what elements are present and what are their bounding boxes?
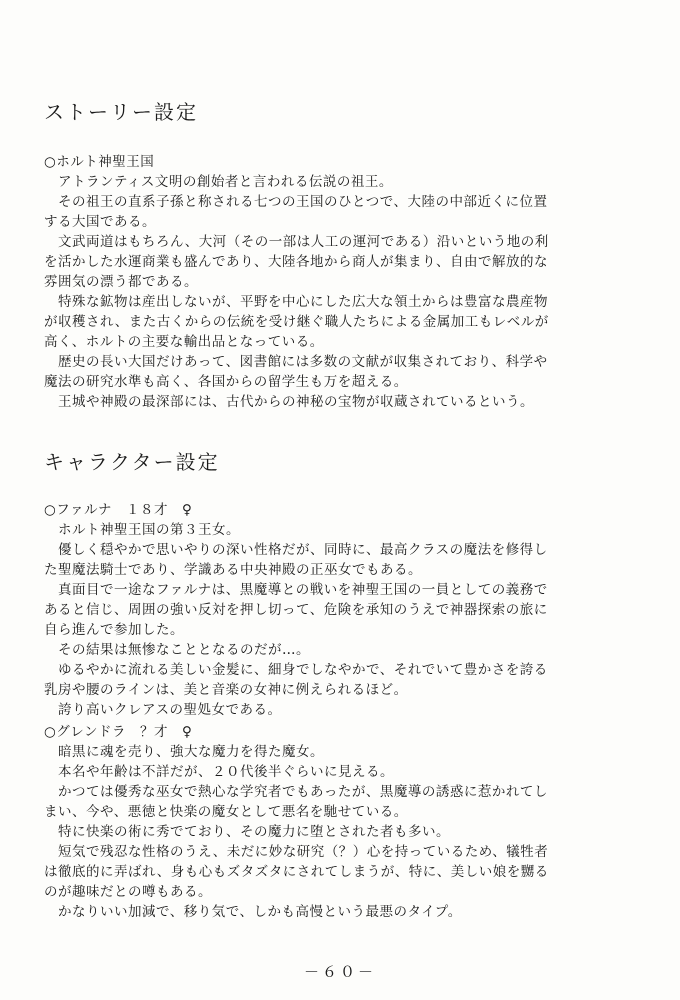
text-line: 高く、ホルトの主要な輸出品となっている。 [44, 334, 324, 350]
text-line: まい、今や、悪徳と快楽の魔女として悪名を馳せている。 [44, 804, 408, 820]
text-line: かなりいい加減で、移り気で、しかも高慢という最悪のタイプ。 [58, 904, 462, 920]
text-line: を活かした水運商業も盛んであり、大陸各地から商人が集まり、自由で解放的な [44, 254, 548, 270]
text-line: する大国である。 [44, 214, 156, 230]
text-line: その祖王の直系子孫と称される七つの王国のひとつで、大陸の中部近くに位置 [58, 194, 548, 210]
text-line: 乳房や腰のラインは、美と音楽の女神に例えられるほど。 [44, 682, 408, 698]
text-line: 雰囲気の漂う都である。 [44, 274, 198, 290]
text-line: 歴史の長い大国だけあって、図書館には多数の文献が収集されており、科学や [58, 354, 548, 370]
text-line: 誇り高いクレアスの聖処女である。 [58, 702, 282, 718]
farna-title: ○ファルナ １８才 ♀ [44, 502, 193, 518]
text-line: その結果は無惨なこととなるのだが…。 [58, 642, 310, 658]
text-line: 文武両道はもちろん、大河（その一部は人工の運河である）沿いという地の利 [58, 234, 549, 250]
text-line: のが趣味だとの噂もある。 [44, 884, 212, 900]
text-line: ホルト神聖王国の第３王女。 [58, 522, 240, 538]
text-line: あると信じ、周囲の強い反対を押し切って、危険を承知のうえで神器探索の旅に [44, 602, 548, 618]
farna-paragraphs [44, 520, 644, 720]
text-line: ゆるやかに流れる美しい金髪に、細身でしなやかで、それでいて豊かさを誇る [58, 662, 548, 678]
text-line: 真面目で一途なファルナは、黒魔導との戦いを神聖王国の一員としての義務で [58, 582, 548, 598]
text-line: アトランティス文明の創始者と言われる伝説の祖王。 [58, 174, 393, 190]
text-line: 暗黒に魂を売り、強大な魔力を得た魔女。 [58, 744, 324, 760]
text-line: 特殊な鉱物は産出しないが、平野を中心にした広大な領土からは豊富な農産物 [58, 294, 548, 310]
story-paragraphs [44, 172, 644, 412]
story-heading: ストーリー設定 [44, 100, 198, 124]
text-line: かつては優秀な巫女で熱心な学究者でもあったが、黒魔導の誘惑に惹かれてし [58, 784, 548, 800]
text-line: 本名や年齢は不詳だが、２０代後半ぐらいに見える。 [58, 764, 394, 780]
character-farna [44, 500, 644, 720]
character-glendra [44, 722, 644, 922]
glendra-paragraphs [44, 742, 644, 922]
story-section [44, 152, 644, 412]
text-line: 特に快楽の術に秀でており、その魔力に堕とされた者も多い。 [58, 824, 450, 840]
page-number: －６０－ [303, 963, 376, 981]
glendra-title: ○グレンドラ ？才 ♀ [44, 724, 193, 740]
text-line: 王城や神殿の最深部には、古代からの神秘の宝物が収蔵されているという。 [58, 394, 534, 410]
text-line: 魔法の研究水準も高く、各国からの留学生も万を超える。 [44, 374, 408, 390]
characters-heading: キャラクター設定 [44, 450, 220, 474]
story-section-title: ○ホルト神聖王国 [44, 154, 155, 170]
text-line: 優しく穏やかで思いやりの深い性格だが、同時に、最高クラスの魔法を修得し [58, 542, 548, 558]
text-line: は徹底的に弄ばれ、身も心もズタズタにされてしまうが、特に、美しい娘を嬲る [44, 864, 549, 880]
text-line: が収穫され、また古くからの伝統を受け継ぐ職人たちによる金属加工もレベルが [44, 314, 549, 330]
text-line: 自ら進んで参加した。 [44, 622, 184, 638]
text-line: た聖魔法騎士であり、学識ある中央神殿の正巫女でもある。 [44, 562, 422, 578]
text-line: 短気で残忍な性格のうえ、未だに妙な研究（？）心を持っているため、犠牲者 [58, 844, 549, 860]
